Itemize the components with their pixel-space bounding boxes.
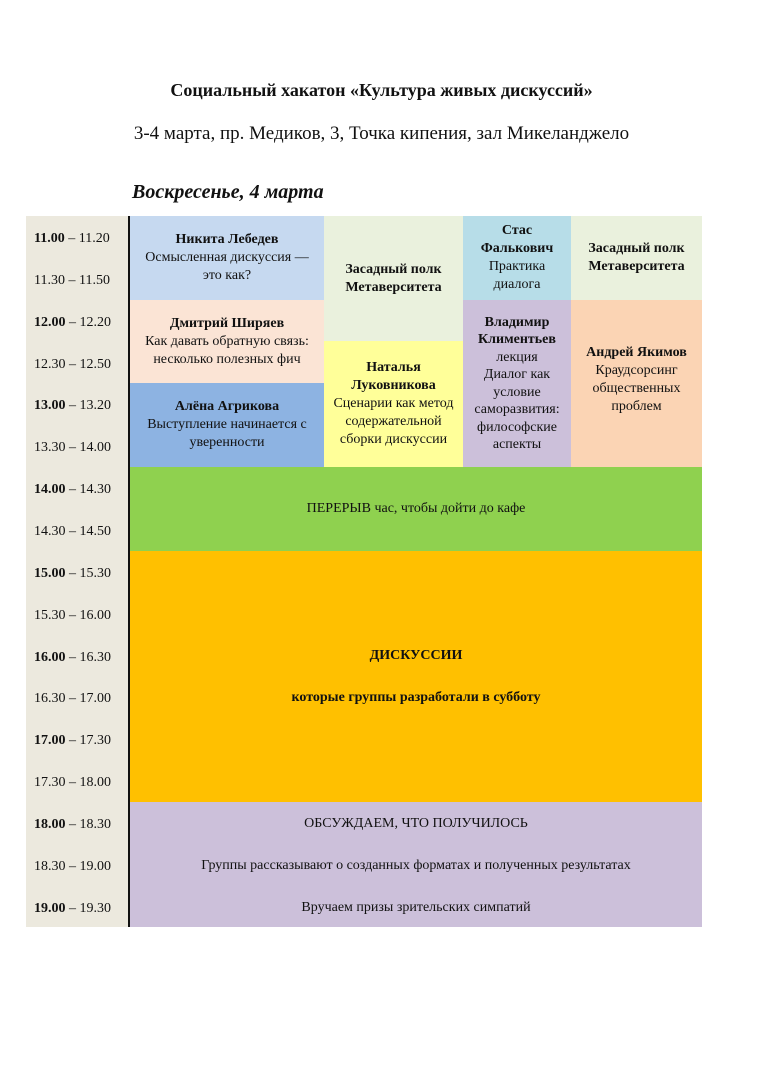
session-topic-line: лекция bbox=[496, 349, 538, 365]
time-slot bbox=[34, 733, 129, 749]
day-heading: Воскресенье, 4 марта bbox=[132, 181, 324, 203]
break-text: ПЕРЕРЫВ час, чтобы дойти до кафе bbox=[306, 501, 526, 516]
session-lukovnikova bbox=[324, 341, 463, 467]
time-slot bbox=[34, 482, 129, 498]
time-slot-start: 15.00 bbox=[34, 565, 66, 581]
time-slot bbox=[34, 273, 129, 289]
discussions-block bbox=[130, 551, 702, 802]
page-title: Социальный хакатон «Культура живых дискуссий» bbox=[170, 80, 593, 100]
time-slot-start: 13.30 bbox=[34, 440, 66, 456]
time-slot-start: 16.00 bbox=[34, 649, 66, 665]
session-topic-line: саморазвития: bbox=[474, 402, 560, 417]
session-topic-line: несколько полезных фич bbox=[153, 351, 301, 367]
session-speaker: Никита Лебедев bbox=[175, 232, 279, 247]
final-block bbox=[130, 802, 702, 927]
time-slot bbox=[34, 859, 129, 875]
time-slot-end: – 12.20 bbox=[65, 314, 111, 330]
time-slot-start: 14.00 bbox=[34, 482, 66, 498]
time-slot-end: – 14.30 bbox=[65, 482, 111, 498]
time-slot-start: 16.30 bbox=[34, 691, 66, 707]
session-topic-line: Сценарии как метод bbox=[333, 396, 454, 411]
time-slot-end: – 18.30 bbox=[65, 816, 111, 832]
session-metaversity-2 bbox=[571, 216, 702, 300]
session-topic-line: Выступление начинается с bbox=[147, 417, 307, 432]
time-slot bbox=[34, 524, 129, 540]
time-slot-end: – 14.00 bbox=[65, 440, 111, 456]
session-speaker: Фалькович bbox=[480, 241, 554, 256]
time-slot-start: 11.00 bbox=[34, 231, 65, 246]
session-title-line: Метаверситета bbox=[588, 259, 685, 274]
time-slot-end: – 17.00 bbox=[65, 691, 111, 707]
time-slot bbox=[34, 691, 129, 707]
time-slot-end: – 11.20 bbox=[64, 231, 110, 246]
time-slot-end: – 16.00 bbox=[65, 607, 111, 623]
session-falkovich bbox=[463, 216, 571, 300]
time-slot-start: 18.00 bbox=[34, 816, 66, 832]
time-slot bbox=[34, 231, 129, 247]
time-slot bbox=[34, 315, 129, 331]
session-yakimov bbox=[571, 300, 702, 467]
session-topic-line: общественных bbox=[592, 381, 681, 396]
session-topic-line: сборки дискуссии bbox=[339, 432, 448, 447]
session-topic-line: Диалог как bbox=[483, 367, 551, 382]
time-slot-end: – 18.00 bbox=[65, 775, 111, 791]
time-slot-end: – 15.30 bbox=[65, 565, 111, 581]
time-slot-end: – 16.30 bbox=[65, 649, 111, 665]
session-topic-line: содержательной bbox=[345, 414, 442, 429]
discussions-title: ДИСКУССИИ bbox=[369, 648, 463, 663]
session-topic-line: философские bbox=[477, 419, 557, 435]
session-lebedev bbox=[130, 216, 324, 300]
session-klimentyev bbox=[463, 300, 571, 467]
time-slot-start: 13.00 bbox=[34, 398, 66, 414]
time-slot-end: – 13.20 bbox=[65, 398, 111, 414]
session-topic-line: Практика bbox=[488, 259, 546, 274]
break-block bbox=[130, 467, 702, 551]
time-slot bbox=[34, 398, 129, 414]
session-topic-line: уверенности bbox=[189, 435, 265, 450]
discussions-subtitle: которые группы разработали в субботу bbox=[291, 690, 541, 705]
time-slot-end: – 17.30 bbox=[65, 733, 111, 749]
session-shiryaev bbox=[130, 300, 324, 383]
time-slot-end: – 19.00 bbox=[65, 858, 111, 874]
time-slot bbox=[34, 440, 129, 456]
session-topic-line: проблем bbox=[611, 399, 662, 414]
time-slot-end: – 12.50 bbox=[65, 356, 111, 372]
session-topic-line: условие bbox=[493, 384, 541, 400]
session-speaker: Андрей Якимов bbox=[586, 345, 687, 360]
time-slot bbox=[34, 566, 129, 582]
session-metaversity-1 bbox=[324, 216, 463, 341]
time-slot bbox=[34, 901, 129, 917]
time-slot-start: 12.00 bbox=[34, 314, 66, 330]
time-slot-end: – 19.30 bbox=[65, 900, 111, 916]
session-topic-line: это как? bbox=[202, 268, 252, 283]
session-title-line: Засадный полк bbox=[588, 241, 685, 256]
time-slot-start: 18.30 bbox=[34, 858, 66, 874]
session-speaker: Наталья bbox=[366, 360, 421, 375]
final-line: ОБСУЖДАЕМ, ЧТО ПОЛУЧИЛОСЬ bbox=[304, 816, 528, 831]
time-slot-start: 11.30 bbox=[34, 272, 65, 288]
time-slot bbox=[34, 775, 129, 791]
session-topic-line: Как давать обратную связь: bbox=[145, 333, 309, 349]
final-line: Вручаем призы зрительских симпатий bbox=[301, 900, 531, 915]
time-slot bbox=[34, 650, 129, 666]
session-topic-line: диалога bbox=[493, 277, 541, 292]
session-speaker: Владимир bbox=[484, 314, 550, 330]
event-subtitle: 3-4 марта, пр. Медиков, 3, Точка кипения, зал Микеланджело bbox=[133, 123, 630, 144]
session-speaker: Стас bbox=[501, 223, 533, 238]
session-agrikova bbox=[130, 383, 324, 467]
time-slot bbox=[34, 357, 129, 373]
time-slot-start: 17.00 bbox=[34, 733, 66, 749]
session-topic-line: Осмысленная дискуссия — bbox=[145, 250, 309, 265]
session-title-line: Засадный полк bbox=[345, 261, 442, 277]
session-speaker: Алёна Агрикова bbox=[174, 399, 280, 414]
time-slot-start: 14.30 bbox=[34, 523, 66, 539]
time-slot bbox=[34, 608, 129, 624]
time-slot-end: – 11.50 bbox=[64, 272, 110, 288]
time-slot-start: 15.30 bbox=[34, 607, 66, 623]
time-slot bbox=[34, 817, 129, 833]
time-slot-end: – 14.50 bbox=[65, 523, 111, 539]
session-topic-line: Краудсорсинг bbox=[595, 363, 678, 378]
session-speaker: Климентьев bbox=[478, 332, 556, 347]
session-topic-line: аспекты bbox=[492, 437, 542, 452]
session-speaker: Луковникова bbox=[351, 378, 436, 393]
final-line: Группы рассказывают о созданных форматах и полученных результатах bbox=[201, 858, 631, 873]
time-slot-start: 12.30 bbox=[34, 356, 66, 372]
session-title-line: Метаверситета bbox=[345, 279, 442, 295]
session-speaker: Дмитрий Ширяев bbox=[169, 315, 285, 331]
time-slot-start: 19.00 bbox=[34, 900, 66, 916]
time-slot-start: 17.30 bbox=[34, 775, 66, 791]
